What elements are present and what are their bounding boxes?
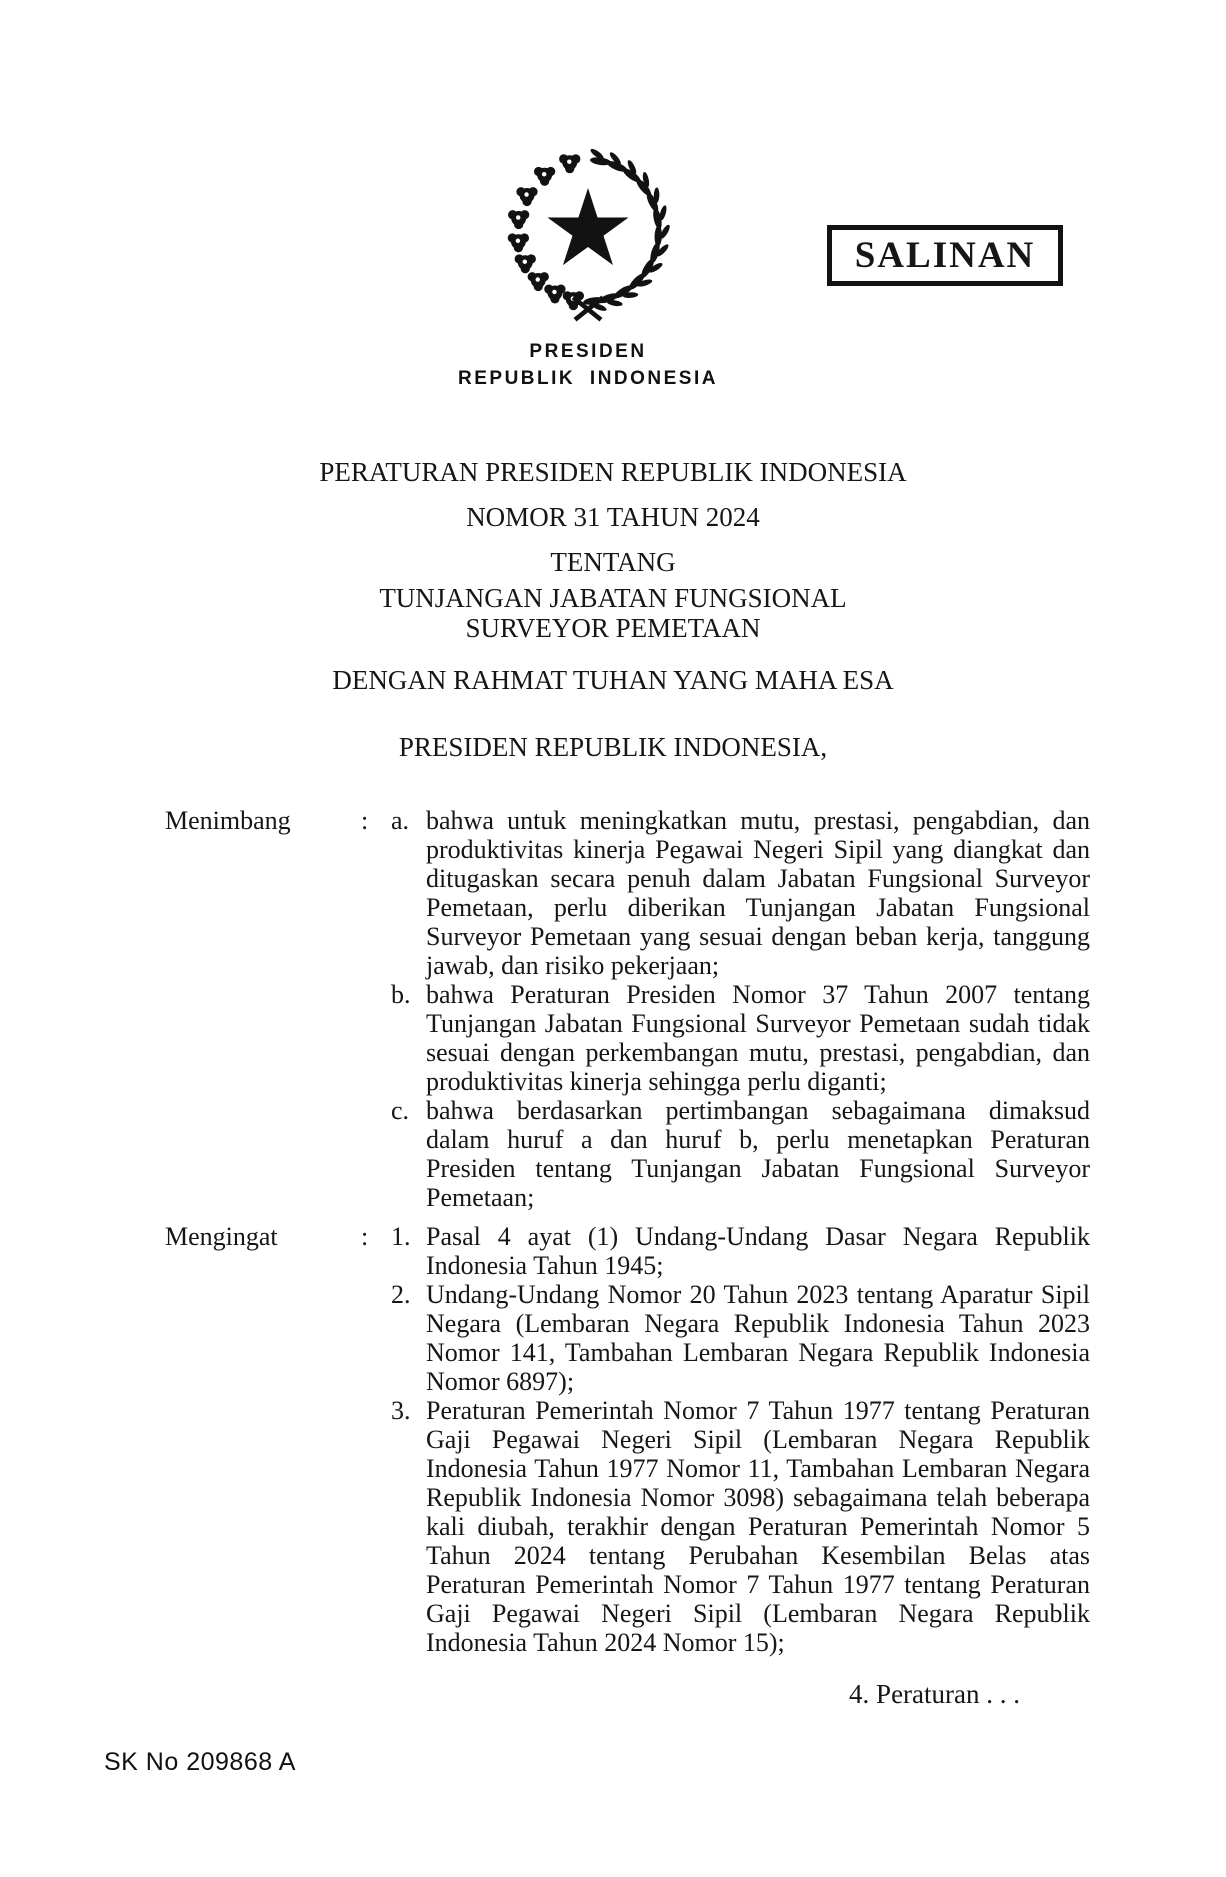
item-text: bahwa berdasarkan pertimbangan sebagaimana dimaksud dalam huruf a dan huruf b, perlu menetapkan Peraturan Presiden tentang Tunjangan Jabatan Fungsional Surveyor Pemetaan; (426, 1096, 1090, 1212)
salinan-stamp-label: SALINAN (854, 235, 1036, 276)
salinan-stamp (827, 225, 1063, 286)
recalling-colon: : (361, 1222, 369, 1251)
considering-item (391, 806, 1090, 980)
footer-document-code: SK No 209868 A (104, 1748, 296, 1776)
considering-label: Menimbang (165, 806, 291, 835)
item-text: Pasal 4 ayat (1) Undang-Undang Dasar Negara Republik Indonesia Tahun 1945; (426, 1222, 1090, 1280)
letterhead-presiden: PRESIDEN (529, 341, 647, 362)
item-marker: c. (391, 1096, 410, 1125)
presidential-emblem (493, 138, 683, 328)
letterhead (378, 338, 798, 392)
recalling-item (391, 1396, 1090, 1657)
recalling-item (391, 1280, 1090, 1396)
catchword: 4. Peraturan . . . (849, 1679, 1020, 1709)
recalling-label: Mengingat (165, 1222, 278, 1251)
item-text: Peraturan Pemerintah Nomor 7 Tahun 1977 tentang Peraturan Gaji Pegawai Negeri Sipil (Lembaran Negara Republik Indonesia Tahun 1977 Nomor 11, Tambahan Lembaran Negara Republik Indonesia Nomor 3098) sebagaimana telah beberapa kali diubah, terakhir dengan Peraturan Pemerintah Nomor 5 Tahun 2024 tentang Perubahan Kesembilan Belas atas Peraturan Pemerintah Nomor 7 Tahun 1977 tentang Peraturan Gaji Pegawai Negeri Sipil (Lembaran Negara Republik Indonesia Tahun 2024 Nomor 15); (426, 1396, 1090, 1657)
letterhead-republik-indonesia: REPUBLIK INDONESIA (458, 368, 718, 389)
recalling-item (391, 1222, 1090, 1280)
considering-section (165, 806, 1090, 1212)
item-marker: a. (391, 806, 410, 835)
authority-line: PRESIDEN REPUBLIK INDONESIA, (398, 732, 828, 762)
title-line-1: PERATURAN PRESIDEN REPUBLIK INDONESIA (319, 457, 907, 487)
title-line-5: SURVEYOR PEMETAAN (465, 613, 761, 643)
considering-items (391, 806, 1090, 1212)
item-marker: b. (391, 980, 411, 1009)
item-text: bahwa Peraturan Presiden Nomor 37 Tahun 2007 tentang Tunjangan Jabatan Fungsional Surveyor Pemetaan sudah tidak sesuai dengan perkembangan mutu, prestasi, pengabdian, dan produktivitas kinerja sehingga perlu diganti; (426, 980, 1090, 1096)
considering-item (391, 980, 1090, 1096)
title-line-3: TENTANG (550, 547, 676, 577)
invocation-line: DENGAN RAHMAT TUHAN YANG MAHA ESA (332, 665, 894, 695)
considering-item (391, 1096, 1090, 1212)
item-text: bahwa untuk meningkatkan mutu, prestasi, pengabdian, dan produktivitas kinerja Pegawai Negeri Sipil yang diangkat dan ditugaskan secara penuh dalam Jabatan Fungsional Surveyor Pemetaan, perlu diberikan Tunjangan Jabatan Fungsional Surveyor Pemetaan yang sesuai dengan beban kerja, tanggung jawab, dan risiko pekerjaan; (426, 806, 1090, 980)
item-marker: 3. (391, 1396, 411, 1425)
recalling-items (391, 1222, 1090, 1657)
item-marker: 2. (391, 1280, 411, 1309)
item-text: Undang-Undang Nomor 20 Tahun 2023 tentang Aparatur Sipil Negara (Lembaran Negara Republik Indonesia Tahun 2023 Nomor 141, Tambahan Lembaran Negara Republik Indonesia Nomor 6897); (426, 1280, 1090, 1396)
item-marker: 1. (391, 1222, 411, 1251)
title-line-2: NOMOR 31 TAHUN 2024 (466, 502, 760, 532)
considering-colon: : (361, 806, 369, 835)
title-line-4: TUNJANGAN JABATAN FUNGSIONAL (379, 583, 847, 613)
recalling-section (165, 1222, 1090, 1657)
regulation-title (0, 458, 1226, 643)
star-wreath-emblem-icon (493, 138, 683, 328)
